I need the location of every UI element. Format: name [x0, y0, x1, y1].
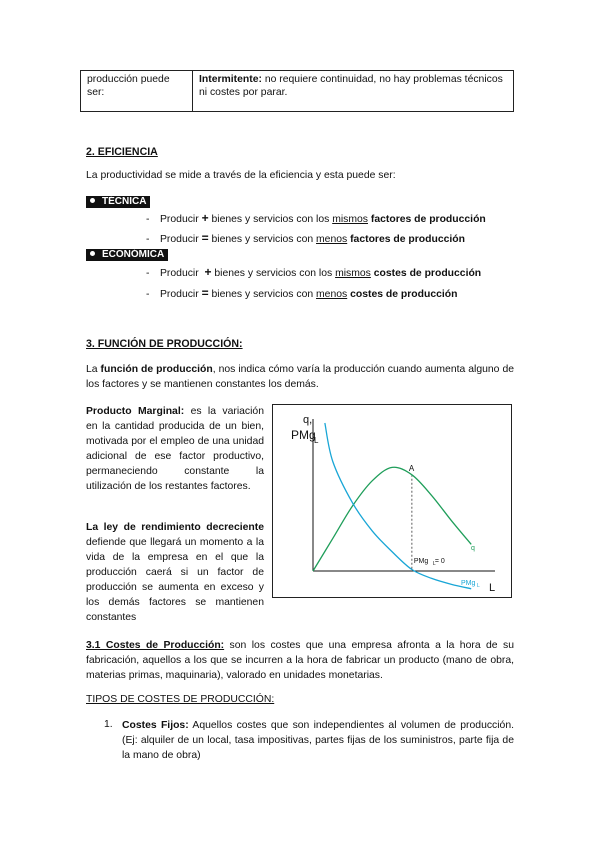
series-line-pmg: [325, 423, 471, 589]
costes-produccion-paragraph: 3.1 Costes de Producción: son los costes que una empresa afronta a la hora de su fabricación, aquellos a los que se incurren a la hora de fabricar un producto (mano de obra, materias primas, maquinaria), valorado en unidades monetarias.: [86, 640, 514, 681]
pmg-zero-label-sub: L: [432, 561, 436, 567]
tecnica-item-1: - Producir + bienes y servicios con los mismos factores de producción: [146, 211, 486, 225]
intermitente-label: Intermitente:: [199, 74, 262, 85]
table-cell-right: [193, 71, 513, 111]
producto-marginal-paragraph: Producto Marginal: es la variación en la cantidad producida de un bien, motivada por el empleo de una unidad adicional de ese factor productivo, permaneciendo constante la utilización de los restantes factores.: [86, 406, 264, 492]
section-heading-eficiencia: 2. EFICIENCIA: [86, 146, 158, 158]
tipos-costes-heading: TIPOS DE COSTES DE PRODUCCIÓN:: [86, 694, 275, 705]
table-left-text: producción puede ser:: [87, 74, 170, 98]
chart-svg: [273, 405, 511, 597]
y-label-pmg: PMg: [291, 428, 316, 442]
x-label-l: L: [489, 582, 496, 594]
bullet-icon: [90, 198, 95, 203]
tecnica-label: [86, 196, 150, 208]
series-label-pmg: PMg: [461, 580, 476, 587]
y-label-q: q,: [303, 414, 313, 426]
cost-item-number: 1.: [104, 719, 113, 730]
chart-series: [313, 423, 471, 589]
funcion-produccion-intro: La función de producción, nos indica cómo varía la producción cuando aumenta alguno de los factores y se mantienen constantes los demás.: [86, 364, 515, 390]
y-label-pmg-sub: L: [314, 436, 319, 445]
pmg-zero-label-suffix: = 0: [434, 558, 445, 565]
point-a-label: A: [408, 463, 415, 473]
series-label-q: q: [471, 545, 475, 552]
section-heading-funcion-produccion: 3. FUNCIÓN DE PRODUCCIÓN:: [86, 338, 243, 350]
series-label-pmg-sub: L: [477, 583, 480, 589]
pmg-zero-label: PMg: [413, 558, 429, 565]
costes-heading: 3.1 Costes de Producción:: [86, 640, 225, 651]
production-function-chart: [272, 404, 512, 598]
continuity-table: [80, 70, 514, 112]
intermitente-text: no requiere continuidad, no hay problemas técnicos ni costes por parar.: [199, 74, 503, 98]
bullet-icon: [90, 251, 95, 256]
economica-item-1: - Producir + bienes y servicios con los mismos costes de producción: [146, 265, 482, 279]
eficiencia-intro: La productividad se mide a través de la eficiencia y esta puede ser:: [86, 170, 396, 181]
economica-item-2: - Producir = bienes y servicios con menos costes de producción: [146, 286, 458, 300]
ley-rendimiento-paragraph: La ley de rendimiento decreciente defiende que llegará un momento a la vida de la empresa en el que la producción caerá si un factor de producción se aumenta en exceso y los demás factores se mantienen constantes: [86, 522, 264, 623]
chart-labels: [291, 414, 495, 594]
series-line-q: [313, 467, 471, 571]
economica-label: [86, 249, 168, 261]
tecnica-label-text: TÉCNICA: [102, 196, 147, 207]
tecnica-item-2: - Producir = bienes y servicios con menos factores de producción: [146, 231, 465, 245]
cost-item-costes-fijos: Costes Fijos: Aquellos costes que son independientes al volumen de producción. (Ej: alquiler de un local, tasa impositivas, partes fijas de los suministros, parte fija de la mano de obra): [122, 720, 514, 761]
chart-axes: [313, 419, 495, 571]
table-cell-left: [81, 71, 193, 111]
economica-label-text: ECONÓMICA: [102, 249, 165, 260]
